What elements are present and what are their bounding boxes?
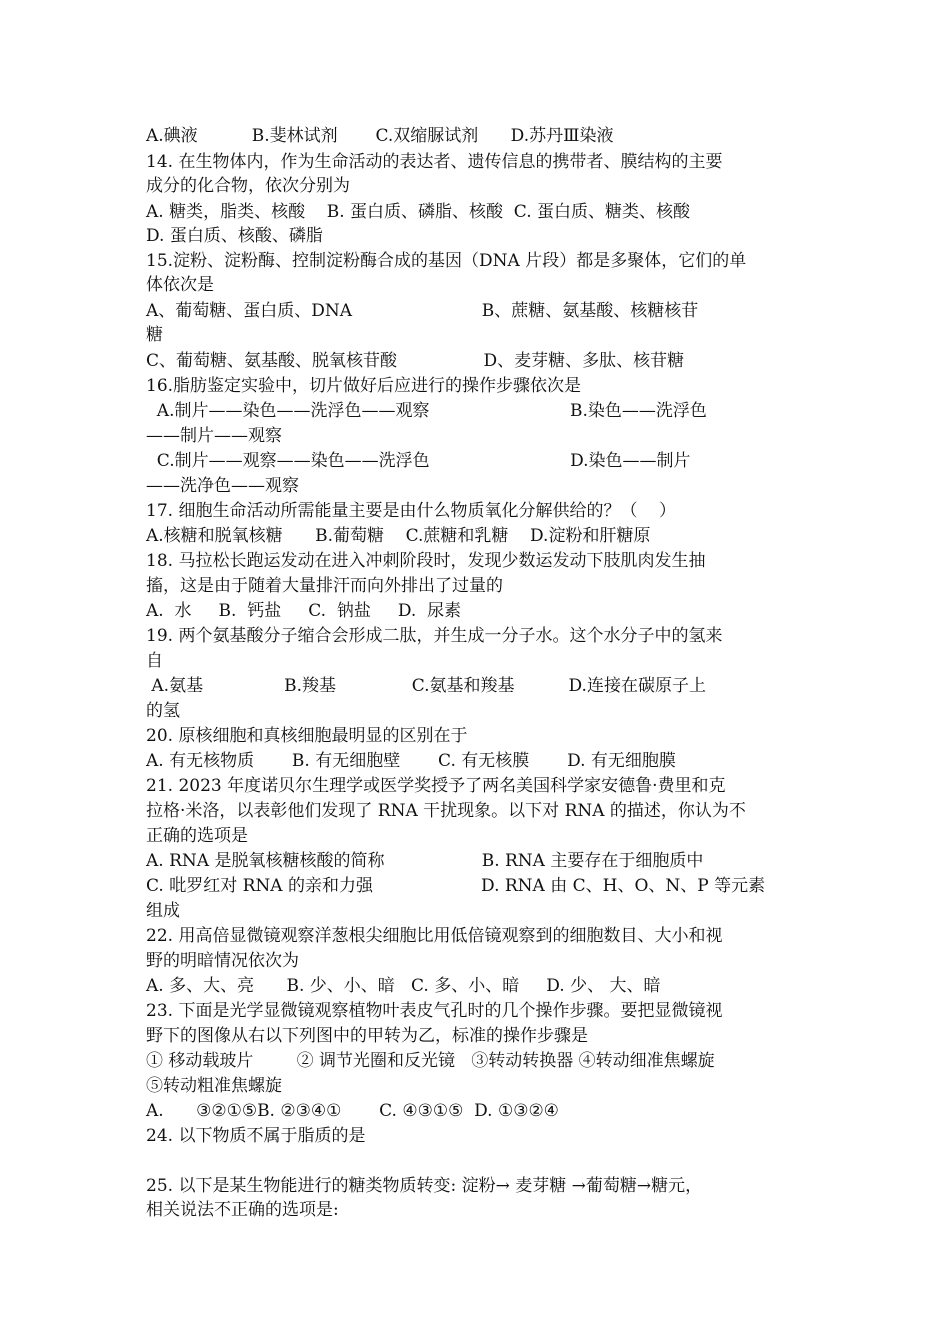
q20-stem: 20. 原核细胞和真核细胞最明显的区别在于	[146, 726, 468, 746]
q14-stem-line1: 14. 在生物体内，作为生命活动的表达者、遗传信息的携带者、膜结构的主要	[146, 152, 723, 172]
q23-stem-line2: 野下的图像从右以下列图中的甲转为乙，标准的操作步骤是	[146, 1026, 588, 1046]
q15-options-ab: A、葡萄糖、蛋白质、DNA B、蔗糖、氨基酸、核糖核苷	[146, 301, 699, 321]
q17-stem: 17. 细胞生命活动所需能量主要是由什么物质氧化分解供给的？（ ）	[146, 501, 677, 521]
q18-options: A. 水 B. 钙盐 C. 钠盐 D. 尿素	[146, 601, 462, 621]
q14-option-d: D. 蛋白质、核酸、磷脂	[146, 226, 323, 246]
q18-stem-line2: 搐，这是由于随着大量排汗而向外排出了过量的	[146, 576, 503, 596]
q25-stem-line2: 相关说法不正确的选项是:	[146, 1200, 339, 1220]
q13-options: A.碘液 B.斐林试剂 C.双缩脲试剂 D.苏丹Ⅲ染液	[146, 126, 614, 146]
q21-stem-line3: 正确的选项是	[146, 826, 248, 846]
q21-stem-line2: 拉格·米洛，以表彰他们发现了 RNA 干扰现象。以下对 RNA 的描述，你认为不	[146, 801, 746, 821]
q15-options-ab-wrap: 糖	[146, 325, 163, 345]
q19-options: A.氨基 B.羧基 C.氨基和羧基 D.连接在碳原子上	[146, 676, 706, 696]
q16-stem: 16.脂肪鉴定实验中，切片做好后应进行的操作步骤依次是	[146, 376, 582, 396]
q16-options-ab: A.制片——染色——洗浮色——观察 B.染色——洗浮色	[146, 401, 707, 421]
q14-stem-line2: 成分的化合物，依次分别为	[146, 176, 350, 196]
q15-stem-line2: 体依次是	[146, 275, 214, 295]
q23-steps-line1: ① 移动载玻片 ② 调节光圈和反光镜 ③转动转换器 ④转动细准焦螺旋	[146, 1051, 715, 1071]
q15-options-cd: C、葡萄糖、氨基酸、脱氧核苷酸 D、麦芽糖、多肽、核苷糖	[146, 351, 685, 371]
q15-stem-line1: 15.淀粉、淀粉酶、控制淀粉酶合成的基因（DNA 片段）都是多聚体，它们的单	[146, 251, 747, 271]
q16-options-cd: C.制片——观察——染色——洗浮色 D.染色——制片	[146, 451, 691, 471]
q18-stem-line1: 18. 马拉松长跑运发动在进入冲刺阶段时，发现少数运发动下肢肌肉发生抽	[146, 551, 706, 571]
q22-options: A. 多、大、亮 B. 少、小、暗 C. 多、小、暗 D. 少、 大、暗	[146, 976, 661, 996]
q21-options-cd-wrap: 组成	[146, 901, 180, 921]
q16-options-cd-wrap: ——洗净色——观察	[146, 476, 299, 496]
q25-stem-line1: 25. 以下是某生物能进行的糖类物质转变: 淀粉→ 麦芽糖 →葡萄糖→糖元，	[146, 1176, 703, 1196]
q22-stem-line2: 野的明暗情况依次为	[146, 951, 299, 971]
q24-stem: 24. 以下物质不属于脂质的是	[146, 1126, 366, 1146]
q21-options-cd: C. 吡罗红对 RNA 的亲和力强 D. RNA 由 C、H、O、N、P 等元素	[146, 876, 766, 896]
q23-stem-line1: 23. 下面是光学显微镜观察植物叶表皮气孔时的几个操作步骤。要把显微镜视	[146, 1001, 723, 1021]
q19-stem-line2: 自	[146, 651, 163, 671]
q21-options-ab: A. RNA 是脱氧核糖核酸的简称 B. RNA 主要存在于细胞质中	[146, 851, 704, 871]
q17-options: A.核糖和脱氧核糖 B.葡萄糖 C.蔗糖和乳糖 D.淀粉和肝糖原	[146, 526, 651, 546]
q20-options: A. 有无核物质 B. 有无细胞壁 C. 有无核膜 D. 有无细胞膜	[146, 751, 676, 771]
q19-options-wrap: 的氢	[146, 701, 180, 721]
q21-stem-line1: 21. 2023 年度诺贝尔生理学或医学奖授予了两名美国科学家安德鲁·费里和克	[146, 776, 726, 796]
q16-options-ab-wrap: ——制片——观察	[146, 426, 282, 446]
q19-stem-line1: 19. 两个氨基酸分子缩合会形成二肽，并生成一分子水。这个水分子中的氢来	[146, 626, 723, 646]
q23-steps-line2: ⑤转动粗准焦螺旋	[146, 1076, 282, 1096]
q14-options-abc: A. 糖类，脂类、核酸 B. 蛋白质、磷脂、核酸 C. 蛋白质、糖类、核酸	[146, 202, 691, 222]
q23-options: A. ③②①⑤B. ②③④① C. ④③①⑤ D. ①③②④	[146, 1101, 559, 1121]
q22-stem-line1: 22. 用高倍显微镜观察洋葱根尖细胞比用低倍镜观察到的细胞数目、大小和视	[146, 926, 723, 946]
